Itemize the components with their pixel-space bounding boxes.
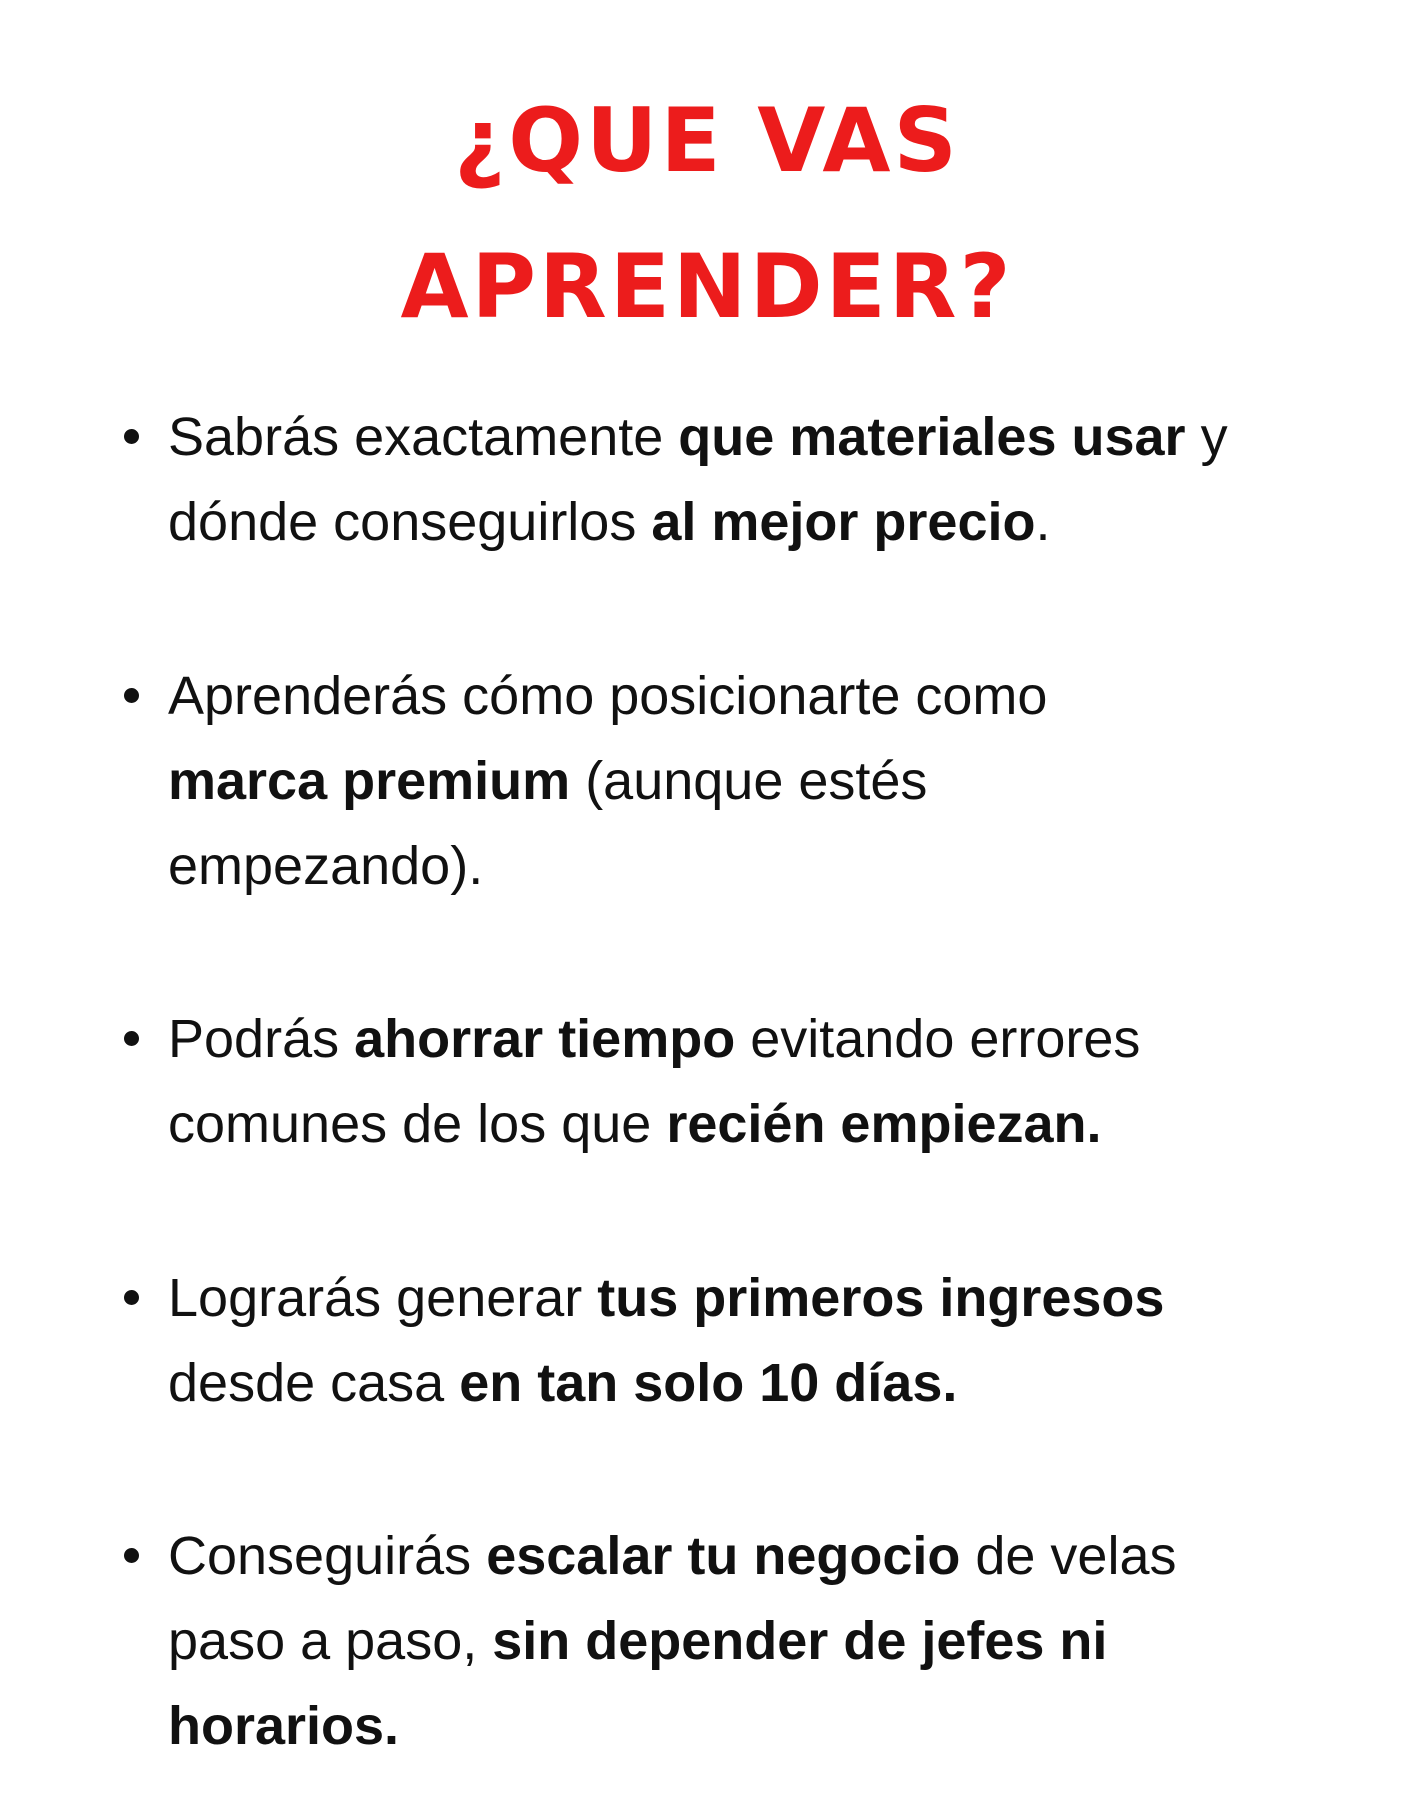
emphasis-text: ahorrar tiempo	[354, 1009, 736, 1069]
list-item-line	[168, 1256, 1348, 1341]
emphasis-text: que materiales usar	[678, 407, 1186, 467]
list-item-line	[168, 480, 1348, 565]
list-item	[168, 395, 1348, 565]
bullet-icon	[124, 1031, 139, 1046]
body-text: .	[1035, 492, 1051, 552]
body-text: paso a paso,	[168, 1611, 493, 1671]
emphasis-text: horarios.	[168, 1696, 400, 1756]
list-item-line	[168, 1514, 1348, 1599]
list-item	[168, 1256, 1348, 1426]
emphasis-text: escalar tu negocio	[486, 1526, 961, 1586]
emphasis-text: al mejor precio	[651, 492, 1036, 552]
body-text: de velas	[960, 1526, 1177, 1586]
emphasis-text: sin depender de jefes ni	[492, 1611, 1108, 1671]
list-item-text	[168, 1256, 1348, 1426]
list-item-line	[168, 997, 1348, 1082]
list-item-text	[168, 654, 1348, 909]
body-text: dónde conseguirlos	[168, 492, 652, 552]
list-item-line	[168, 824, 1348, 909]
list-item-text	[168, 997, 1348, 1167]
list-item-line	[168, 1684, 1348, 1769]
body-text: (aunque estés	[570, 751, 928, 811]
title-line-2: APRENDER?	[400, 235, 1014, 338]
list-item-line	[168, 1082, 1348, 1167]
emphasis-text: en tan solo 10 días.	[459, 1353, 958, 1413]
list-item	[168, 997, 1348, 1167]
list-item-line	[168, 654, 1348, 739]
body-text: Aprenderás cómo posicionarte como	[168, 666, 1048, 726]
body-text: comunes de los que	[168, 1094, 667, 1154]
body-text: Sabrás exactamente	[168, 407, 679, 467]
body-text: empezando).	[168, 836, 484, 896]
body-text: evitando errores	[735, 1009, 1141, 1069]
emphasis-text: tus primeros ingresos	[597, 1268, 1165, 1328]
list-item-text	[168, 395, 1348, 565]
body-text: Lograrás generar	[168, 1268, 598, 1328]
emphasis-text: marca premium	[168, 751, 571, 811]
list-item-line	[168, 739, 1348, 824]
list-item-line	[168, 1599, 1348, 1684]
bullet-icon	[124, 1290, 139, 1305]
list-item	[168, 1514, 1348, 1769]
bullet-icon	[124, 1548, 139, 1563]
list-item-line	[168, 1341, 1348, 1426]
body-text: Conseguirás	[168, 1526, 487, 1586]
list-item-line	[168, 395, 1348, 480]
list-item	[168, 654, 1348, 909]
list-item-text	[168, 1514, 1348, 1769]
emphasis-text: recién empiezan.	[666, 1094, 1102, 1154]
body-text: y	[1185, 407, 1228, 467]
bullet-icon	[124, 429, 139, 444]
bullet-icon	[124, 688, 139, 703]
body-text: Podrás	[168, 1009, 355, 1069]
body-text: desde casa	[168, 1353, 460, 1413]
title-line-1: ¿QUE VAS	[454, 89, 960, 192]
